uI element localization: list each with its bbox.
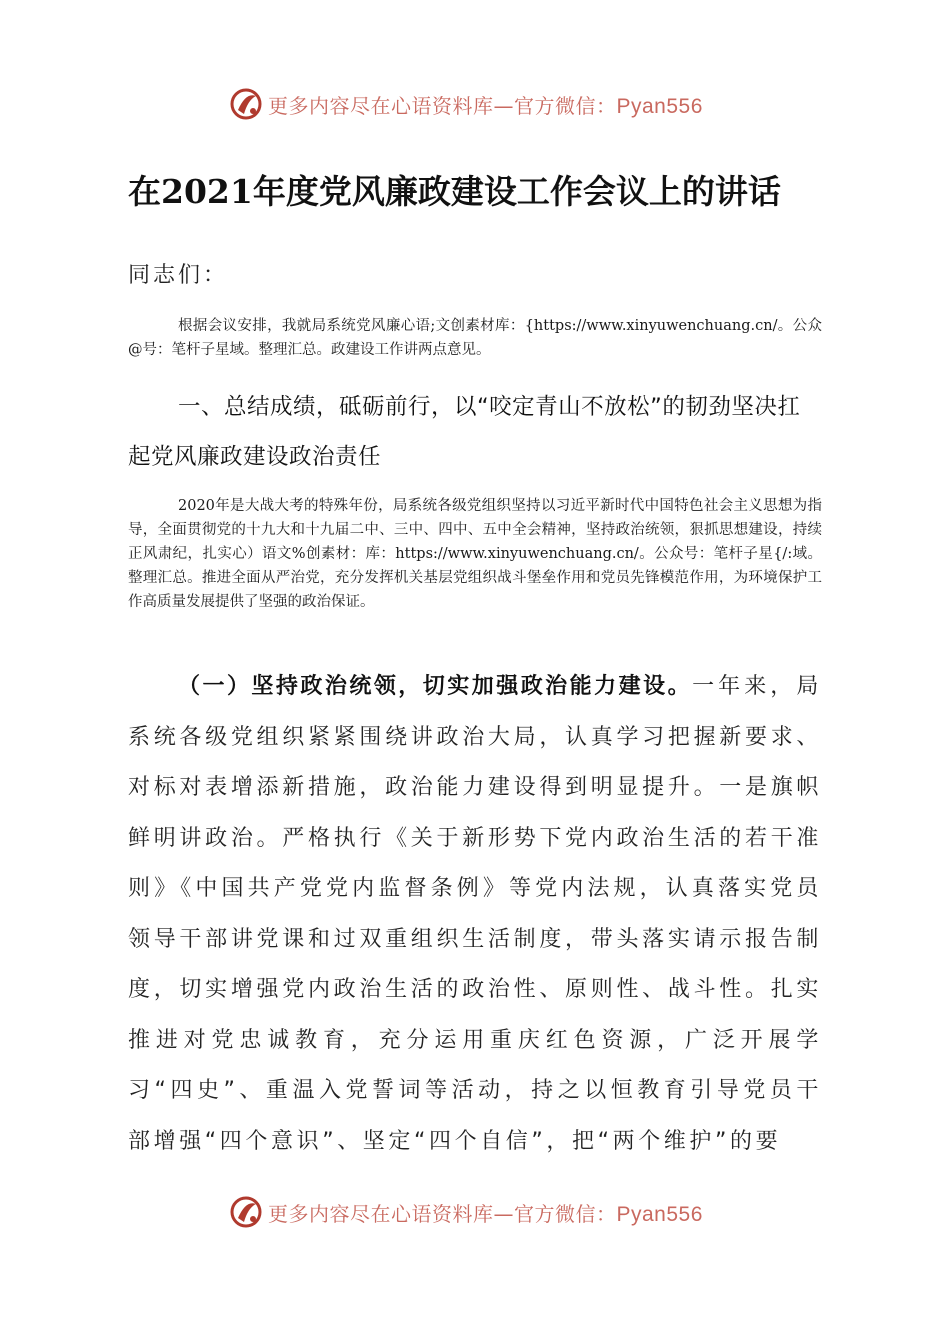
- banner-text: 更多内容尽在心语资料库—官方微信：Pyan556: [268, 1201, 703, 1226]
- subsection-lead: （一）坚持政治统领，切实加强政治能力建设。: [178, 674, 693, 699]
- logo-icon: [228, 1194, 264, 1230]
- summary-paragraph: 2020年是大战大考的特殊年份，局系统各级党组织坚持以习近平新时代中国特色社会主义思想为指导，全面贯彻党的十九大和十九届二中、三中、四中、五中全会精神，坚持政治统领，狠抓思想建设，持续正风肃纪，扎实心）语文%创素材：库：https://www.xinyuwenchuang.cn/。公众号：笔杆子星{/:域。整理汇总。推进全面从严治党，充分发挥机关基层党组织战斗堡垒作用和党员先锋模范作用，为环境保护工作高质量发展提供了坚强的政治保证。: [128, 498, 822, 610]
- section-heading: 一、总结成绩，砥砺前行，以“咬定青山不放松”的韧劲坚决扛起党风廉政建设政治责任: [128, 394, 801, 470]
- footer-banner: [228, 1192, 748, 1232]
- wechat-id: Pyan556: [616, 1202, 703, 1226]
- intro-paragraph: 根据会议安排，我就局系统党风廉心语;文创素材库：{https://www.xinyuwenchuang.cn/。公众@号：笔杆子星域。整理汇总。政建设工作讲两点意见。: [128, 318, 822, 358]
- banner-text: 更多内容尽在心语资料库—官方微信：Pyan556: [268, 93, 703, 118]
- salutation: 同志们：: [128, 263, 229, 288]
- document-title: 在2021年度党风廉政建设工作会议上的讲话: [128, 172, 781, 211]
- logo-icon: [228, 86, 264, 122]
- header-banner: [228, 84, 748, 124]
- wechat-id: Pyan556: [616, 94, 703, 118]
- subsection-paragraph: [128, 662, 822, 1167]
- subsection-body: 一年来，局系统各级党组织紧紧围绕讲政治大局，认真学习把握新要求、对标对表增添新措施，政治能力建设得到明显提升。一是旗帜鲜明讲政治。严格执行《关于新形势下党内政治生活的若干准则》《中国共产党党内监督条例》等党内法规，认真落实党员领导干部讲党课和过双重组织生活制度，带头落实请示报告制度，切实增强党内政治生活的政治性、原则性、战斗性。扎实推进对党忠诚教育，充分运用重庆红色资源，广泛开展学习“四史”、重温入党誓词等活动，持之以恒教育引导党员干部增强“四个意识”、坚定“四个自信”，把“两个维护”的要: [128, 674, 822, 1154]
